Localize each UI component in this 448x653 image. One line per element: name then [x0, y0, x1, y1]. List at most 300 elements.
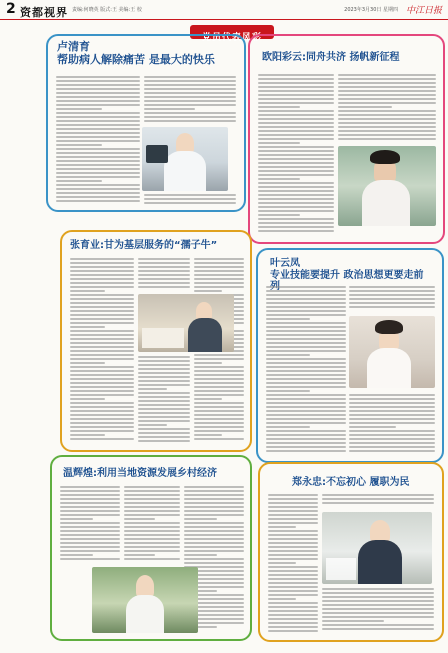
text-line — [70, 334, 134, 336]
text-line — [184, 514, 244, 516]
text-line — [349, 438, 435, 440]
text-line — [70, 438, 134, 440]
text-line — [266, 402, 346, 404]
text-line — [70, 318, 134, 320]
text-line — [56, 132, 140, 134]
text-line — [268, 494, 318, 496]
text-line — [56, 128, 140, 130]
text-line — [266, 326, 346, 328]
text-line — [138, 428, 190, 430]
text-line — [70, 430, 134, 432]
text-line — [70, 358, 134, 360]
text-line — [266, 374, 346, 376]
text-line — [70, 294, 134, 296]
text-line — [124, 490, 180, 492]
text-line — [56, 124, 140, 126]
text-line — [349, 286, 435, 288]
text-line — [138, 388, 167, 390]
text-line — [258, 114, 334, 116]
text-line — [194, 274, 244, 276]
text-line — [70, 402, 134, 404]
text-line — [268, 518, 318, 520]
text-line — [338, 94, 436, 96]
text-line — [70, 366, 134, 368]
text-line — [184, 546, 244, 548]
text-line — [258, 102, 334, 104]
text-line — [60, 486, 120, 488]
text-line — [60, 506, 120, 508]
text-line — [268, 618, 318, 620]
text-line — [138, 270, 190, 272]
text-line — [138, 278, 190, 280]
text-line — [124, 494, 180, 496]
text-line — [266, 298, 346, 300]
text-line — [266, 450, 346, 452]
text-line — [349, 306, 435, 308]
text-line — [266, 422, 346, 424]
text-line — [138, 436, 190, 438]
text-line — [268, 530, 318, 532]
text-line — [266, 342, 346, 344]
text-line — [268, 586, 318, 588]
text-line — [70, 278, 134, 280]
text-line — [184, 522, 244, 524]
text-line — [266, 358, 346, 360]
text-line — [70, 322, 134, 324]
text-line — [266, 306, 346, 308]
text-line — [322, 498, 434, 500]
text-line — [266, 314, 346, 316]
text-line — [144, 96, 236, 98]
text-line — [144, 80, 236, 82]
text-line — [322, 600, 434, 602]
text-line — [56, 120, 140, 122]
text-line — [194, 286, 244, 288]
article-5-title: 利用当地资源发展乡村经济 — [97, 468, 217, 479]
text-line — [70, 418, 134, 420]
section-title: 资都视界 — [20, 6, 68, 19]
text-line — [56, 156, 140, 158]
text-line — [138, 440, 190, 442]
text-line — [268, 570, 318, 572]
text-line — [258, 82, 334, 84]
text-line — [56, 168, 140, 170]
text-line — [338, 138, 436, 140]
text-line — [258, 170, 334, 172]
text-line — [56, 112, 140, 114]
text-line — [266, 394, 346, 396]
text-line — [144, 194, 236, 196]
article-3-photo — [138, 294, 234, 352]
text-line — [268, 522, 318, 524]
text-line — [194, 362, 222, 364]
text-line — [138, 424, 167, 426]
article-3-headline: 张育业:甘为基层服务的“孺子牛” — [70, 240, 218, 251]
text-line — [184, 490, 244, 492]
text-line — [258, 106, 300, 108]
text-line — [268, 614, 318, 616]
text-line — [349, 298, 435, 300]
text-line — [70, 298, 134, 300]
text-line — [60, 522, 120, 524]
text-line — [138, 416, 190, 418]
text-line — [258, 90, 334, 92]
text-line — [184, 554, 217, 556]
text-line — [194, 358, 244, 360]
text-line — [258, 118, 334, 120]
text-line — [144, 112, 236, 114]
text-line — [194, 374, 244, 376]
text-line — [138, 392, 190, 394]
newspaper-logo: 中江日报 — [405, 6, 442, 16]
text-line — [258, 78, 334, 80]
article-6-body-2 — [322, 494, 434, 508]
text-line — [70, 310, 134, 312]
text-line — [70, 406, 134, 408]
text-line — [194, 406, 244, 408]
text-line — [184, 558, 244, 560]
issue-date: 2023年3月30日 星期四 — [344, 7, 398, 13]
text-line — [56, 88, 140, 90]
text-line — [258, 86, 334, 88]
text-line — [138, 274, 190, 276]
text-line — [184, 542, 244, 544]
text-line — [258, 162, 334, 164]
text-line — [349, 290, 435, 292]
text-line — [60, 526, 120, 528]
text-line — [266, 346, 346, 348]
text-line — [268, 498, 318, 500]
text-line — [338, 110, 436, 112]
text-line — [70, 398, 105, 400]
text-line — [258, 182, 334, 184]
text-line — [349, 394, 435, 396]
text-line — [266, 438, 346, 440]
text-line — [144, 84, 236, 86]
text-line — [194, 430, 244, 432]
text-line — [322, 620, 384, 622]
text-line — [258, 174, 334, 176]
text-line — [56, 136, 140, 138]
text-line — [184, 498, 244, 500]
article-2-title: 同舟共济 扬帆新征程 — [306, 52, 400, 63]
text-line — [70, 374, 134, 376]
article-6-body-3 — [322, 588, 434, 634]
text-line — [258, 94, 334, 96]
text-line — [124, 542, 180, 544]
text-line — [56, 180, 102, 182]
text-line — [268, 558, 318, 560]
text-line — [268, 582, 318, 584]
article-5-name: 温辉煌 — [63, 468, 93, 479]
text-line — [266, 378, 346, 380]
text-line — [70, 274, 134, 276]
text-line — [194, 410, 244, 412]
text-line — [60, 542, 120, 544]
text-line — [266, 330, 346, 332]
text-line — [70, 326, 105, 328]
text-line — [138, 376, 190, 378]
article-4-body-3 — [349, 286, 435, 312]
text-line — [258, 154, 334, 156]
text-line — [338, 118, 436, 120]
text-line — [266, 366, 346, 368]
text-line — [194, 390, 244, 392]
text-line — [124, 554, 155, 556]
text-line — [70, 342, 134, 344]
text-line — [268, 514, 318, 516]
text-line — [124, 502, 180, 504]
text-line — [56, 172, 140, 174]
text-line — [60, 494, 120, 496]
text-line — [184, 510, 244, 512]
text-line — [194, 414, 244, 416]
text-line — [56, 152, 140, 154]
text-line — [56, 164, 140, 166]
text-line — [194, 270, 244, 272]
text-line — [268, 538, 318, 540]
text-line — [56, 188, 140, 190]
text-line — [258, 98, 334, 100]
text-line — [194, 354, 244, 356]
editor-line: 责编:何晓英 版式:王 美编:王 校 — [72, 7, 142, 13]
article-1-title: 帮助病人解除痛苦 是最大的快乐 — [57, 52, 215, 66]
text-line — [70, 434, 105, 436]
text-line — [338, 106, 392, 108]
text-line — [70, 286, 134, 288]
text-line — [124, 498, 180, 500]
text-line — [266, 442, 346, 444]
text-line — [266, 322, 346, 324]
text-line — [258, 158, 334, 160]
article-4-title: 专业技能要提升 政治思想更要走前 — [270, 269, 424, 281]
text-line — [268, 606, 318, 608]
text-line — [70, 258, 134, 260]
text-line — [70, 306, 134, 308]
text-line — [194, 422, 244, 424]
text-line — [138, 384, 190, 386]
article-3-body-2 — [138, 258, 190, 292]
text-line — [266, 386, 346, 388]
text-line — [56, 96, 140, 98]
text-line — [322, 616, 434, 618]
text-line — [349, 450, 435, 452]
text-line — [184, 526, 244, 528]
text-line — [60, 554, 93, 556]
text-line — [266, 334, 346, 336]
text-line — [194, 402, 244, 404]
text-line — [338, 90, 436, 92]
text-line — [266, 338, 346, 340]
article-2-body — [258, 74, 334, 236]
text-line — [194, 258, 244, 260]
text-line — [138, 372, 190, 374]
text-line — [138, 400, 190, 402]
text-line — [56, 84, 140, 86]
text-line — [322, 588, 434, 590]
article-2-name: 欧阳彩云 — [262, 52, 302, 63]
text-line — [56, 144, 102, 146]
text-line — [70, 422, 134, 424]
masthead — [0, 0, 448, 20]
article-3-name: 张育业 — [70, 240, 100, 251]
text-line — [194, 266, 244, 268]
text-line — [144, 202, 236, 204]
text-line — [322, 612, 434, 614]
text-line — [56, 76, 140, 78]
article-3-body-4 — [138, 356, 190, 444]
text-line — [124, 558, 180, 560]
text-line — [60, 534, 120, 536]
text-line — [322, 628, 434, 630]
article-2-photo — [338, 146, 436, 226]
text-line — [268, 554, 318, 556]
text-line — [338, 126, 436, 128]
text-line — [266, 414, 346, 416]
article-6-headline: 郑永忠:不忘初心 履职为民 — [292, 477, 410, 488]
text-line — [194, 394, 244, 396]
text-line — [266, 410, 346, 412]
text-line — [258, 150, 334, 152]
text-line — [322, 608, 434, 610]
text-line — [338, 134, 436, 136]
text-line — [349, 406, 435, 408]
text-line — [184, 550, 244, 552]
text-line — [338, 114, 436, 116]
text-line — [70, 314, 134, 316]
text-line — [349, 302, 435, 304]
text-line — [268, 562, 296, 564]
text-line — [194, 418, 244, 420]
text-line — [322, 624, 434, 626]
text-line — [258, 214, 300, 216]
text-line — [266, 382, 346, 384]
text-line — [258, 146, 334, 148]
text-line — [56, 80, 140, 82]
article-5-photo — [92, 567, 198, 633]
text-line — [349, 446, 435, 448]
text-line — [266, 290, 346, 292]
text-line — [138, 368, 190, 370]
text-line — [322, 494, 434, 496]
text-line — [124, 550, 180, 552]
article-4-body — [266, 286, 346, 454]
article-5-body — [60, 486, 120, 564]
text-line — [349, 398, 435, 400]
article-6-title: 不忘初心 履职为民 — [326, 477, 410, 488]
text-line — [184, 530, 244, 532]
article-1-body-3 — [144, 194, 236, 206]
text-line — [194, 434, 222, 436]
text-line — [258, 142, 300, 144]
text-line — [184, 502, 244, 504]
text-line — [70, 270, 134, 272]
article-6-body — [268, 494, 318, 634]
text-line — [144, 120, 236, 122]
text-line — [268, 546, 318, 548]
article-6-name: 郑永忠 — [292, 477, 322, 488]
text-line — [268, 590, 318, 592]
text-line — [70, 390, 134, 392]
text-line — [184, 538, 244, 540]
text-line — [349, 434, 435, 436]
text-line — [266, 398, 346, 400]
text-line — [338, 74, 436, 76]
text-line — [138, 420, 190, 422]
text-line — [194, 386, 244, 388]
text-line — [70, 370, 134, 372]
text-line — [60, 518, 93, 520]
text-line — [138, 396, 190, 398]
text-line — [338, 86, 436, 88]
text-line — [124, 486, 180, 488]
text-line — [70, 290, 105, 292]
text-line — [60, 530, 120, 532]
text-line — [194, 370, 244, 372]
article-6-photo — [322, 512, 432, 584]
text-line — [268, 506, 318, 508]
text-line — [266, 294, 346, 296]
text-line — [266, 310, 346, 312]
text-line — [70, 302, 134, 304]
text-line — [124, 538, 180, 540]
article-1-headline — [57, 41, 237, 66]
text-line — [70, 346, 134, 348]
text-line — [138, 262, 190, 264]
text-line — [184, 562, 244, 564]
article-2-headline: 欧阳彩云:同舟共济 扬帆新征程 — [262, 52, 400, 63]
text-line — [268, 510, 318, 512]
text-line — [144, 76, 236, 78]
article-3-title: 甘为基层服务的“孺子牛” — [104, 240, 218, 251]
text-line — [268, 534, 318, 536]
text-line — [124, 522, 180, 524]
text-line — [70, 426, 134, 428]
article-1-photo — [142, 127, 228, 191]
text-line — [70, 338, 134, 340]
text-line — [266, 426, 310, 428]
article-3-body — [70, 258, 134, 444]
text-line — [268, 542, 318, 544]
text-line — [258, 210, 334, 212]
text-line — [268, 526, 296, 528]
text-line — [70, 350, 134, 352]
text-line — [70, 282, 134, 284]
text-line — [266, 430, 346, 432]
text-line — [70, 382, 134, 384]
text-line — [349, 426, 396, 428]
text-line — [70, 378, 134, 380]
text-line — [194, 426, 244, 428]
text-line — [138, 380, 190, 382]
text-line — [266, 446, 346, 448]
text-line — [56, 92, 140, 94]
text-line — [322, 596, 434, 598]
text-line — [124, 526, 180, 528]
text-line — [60, 538, 120, 540]
text-line — [194, 382, 244, 384]
text-line — [266, 362, 346, 364]
text-line — [258, 122, 334, 124]
text-line — [258, 226, 334, 228]
article-4-photo — [349, 316, 435, 388]
text-line — [138, 364, 190, 366]
text-line — [124, 534, 180, 536]
text-line — [124, 546, 180, 548]
article-4-name: 叶云凤 — [270, 258, 300, 269]
text-line — [194, 262, 244, 264]
text-line — [194, 282, 244, 284]
